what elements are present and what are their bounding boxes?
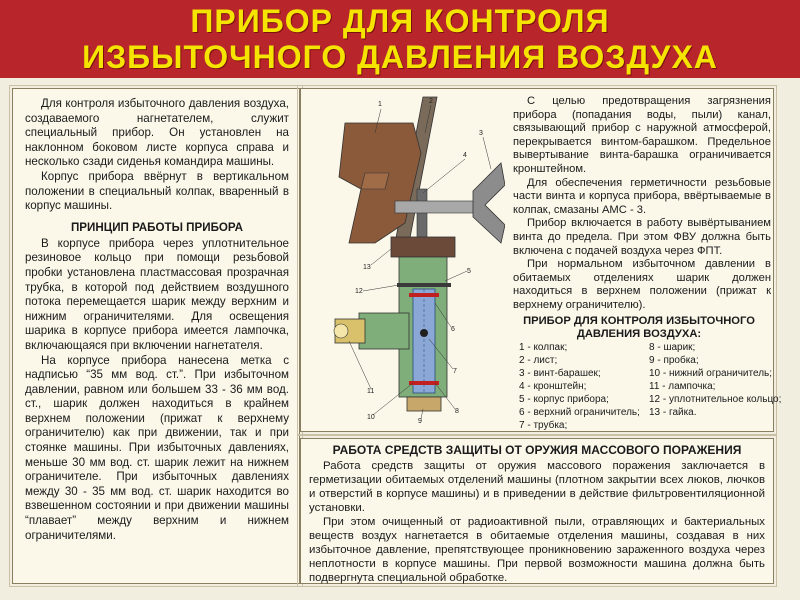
right-text-block <box>513 95 771 313</box>
legend-item: 5 - корпус прибора; <box>519 394 609 405</box>
protection-paragraph-2: При этом очищенный от радиоактивной пыли, отравляющих и бактериальных веществ воздух нагнетается в обитаемые отделения машины, создавая в них избыточное давление, препятствующее проникновению зараженного воздуха через неплотности в корпусе машины. При первой возможности машина должна быть подвергнута специальной обработке. <box>309 516 765 584</box>
callout-3: 3 <box>479 130 483 137</box>
activation-paragraph: Прибор включается в работу вывёртыванием винта до предела. При этом ФВУ должна быть включена с подачей воздуха через ФПТ. <box>513 217 771 257</box>
legend-item: 6 - верхний ограничитель; <box>519 407 640 418</box>
ball-shape <box>420 329 428 337</box>
page-title-line-1: ПРИБОР ДЛЯ КОНТРОЛЯ <box>190 3 610 39</box>
cap-insert-shape <box>361 173 389 189</box>
lower-limiter-shape <box>409 381 439 385</box>
legend-item: 3 - винт-барашек; <box>519 368 601 379</box>
body-side-shape <box>359 313 409 349</box>
callout-11: 11 <box>367 388 375 395</box>
legend-item: 9 - пробка; <box>649 355 699 366</box>
plug-shape <box>407 397 441 411</box>
nut-shape <box>391 237 455 257</box>
left-text-panel <box>12 88 300 584</box>
protection-heading: РАБОТА СРЕДСТВ ЗАЩИТЫ ОТ ОРУЖИЯ МАССОВОГО ПОРАЖЕНИЯ <box>332 443 742 457</box>
sealing-paragraph: Для обеспечения герметичности резьбовые части винта и корпуса прибора, ввёртываемые в колпак, смазаны АМС - 3. <box>513 176 771 216</box>
legend-item: 11 - лампочка; <box>649 381 716 392</box>
legend-item: 2 - лист; <box>519 355 558 366</box>
callout-9: 9 <box>418 418 422 423</box>
legend-item: 7 - трубка; <box>519 420 568 431</box>
pressure-gauge-diagram <box>305 93 505 423</box>
bracket-shape <box>417 189 427 239</box>
upper-limiter-shape <box>409 293 439 297</box>
intro-paragraph: Для контроля избыточного давления воздуха, создаваемого нагнетателем, служит специальный прибор. Он установлен на наклонном боковом листе корпуса справа и несколько сзади сиденья командира машины. <box>25 97 289 169</box>
callout-13: 13 <box>363 264 371 271</box>
callout-2: 2 <box>429 98 433 105</box>
legend-item: 8 - шарик; <box>649 342 696 353</box>
principle-paragraph: В корпусе прибора через уплотнительное резиновое кольцо при помощи резьбовой пробки установлена пластмассовая прозрачная трубка, в которой под действием воздушного потока перемещается шарик между верхним и нижним ограничителями. Для освещения шарика в корпусе прибора имеется лампочка, включающаяся при включении нагнетателя. <box>25 236 289 352</box>
callout-10: 10 <box>367 414 375 421</box>
right-diagram-panel <box>300 88 782 432</box>
principle-heading: ПРИНЦИП РАБОТЫ ПРИБОРА <box>70 220 244 234</box>
legend-item: 4 - кронштейн; <box>519 381 587 392</box>
legend-column-2 <box>649 341 782 419</box>
protection-panel <box>300 438 774 584</box>
legend-column-1 <box>519 341 649 432</box>
legend-item: 1 - колпак; <box>519 342 568 353</box>
contamination-paragraph: С целью предотвращения загрязнения прибора (попадания воды, пыли) канал, связывающий прибор с наружной атмосферой, перекрывается винтом-барашком. Предельное вывертывание винта-барашка ограничивается кронштейном. <box>513 95 771 175</box>
pressure-mark-paragraph: На корпусе прибора нанесена метка с надписью “35 мм вод. ст.”. При избыточном давлении, равном или большем 33 - 36 мм вод. ст., шарик должен находиться в крайнем верхнем положении (прижат к верхнему ограничителю) как при движении, так и при стоянке машины. При избыточных давлениях, меньше 30 мм вод. ст. шарик лежит на нижнем ограничителе. При избыточных давлениях между 30 - 35 мм вод. ст. шарик находится во взвешенном состоянии и при движении машины “плавает” между верхним и нижнем ограничителями. <box>25 353 289 542</box>
normal-pressure-paragraph: При нормальном избыточном давлении в обитаемых отделениях шарик должен находиться в верхнем положении (прижат к верхнему ограничителю). <box>513 258 771 311</box>
legend-title: ПРИБОР ДЛЯ КОНТРОЛЯ ИЗБЫТОЧНОГО ДАВЛЕНИЯ ВОЗДУХА: <box>523 315 755 340</box>
seal-ring-shape <box>397 283 451 287</box>
protection-paragraph-1: Работа средств защиты от оружия массового поражения заключается в герметизации обитаемых отделений машины (плотном закрытии всех люков, лючков и отверстий в корпусе машины) и в приведении в действие фильтровентиляционной установки. <box>309 460 765 514</box>
callout-4: 4 <box>463 152 467 159</box>
housing-paragraph: Корпус прибора ввёрнут в вертикальном положении в специальный колпак, вваренный в корпус машины. <box>25 169 289 213</box>
legend-item: 12 - уплотнительное кольцо; <box>649 394 782 405</box>
callout-1: 1 <box>378 101 382 108</box>
header-banner <box>0 0 800 78</box>
page-title-line-2: ИЗБЫТОЧНОГО ДАВЛЕНИЯ ВОЗДУХА <box>82 39 718 75</box>
callout-12: 12 <box>355 288 363 295</box>
screw-shaft-shape <box>395 201 475 213</box>
legend-item: 13 - гайка. <box>649 407 697 418</box>
callout-7: 7 <box>453 368 457 375</box>
legend-item: 10 - нижний ограничитель; <box>649 368 773 379</box>
callout-8: 8 <box>455 408 459 415</box>
callout-5: 5 <box>467 268 471 275</box>
wing-nut-shape <box>473 163 505 243</box>
callout-6: 6 <box>451 326 455 333</box>
